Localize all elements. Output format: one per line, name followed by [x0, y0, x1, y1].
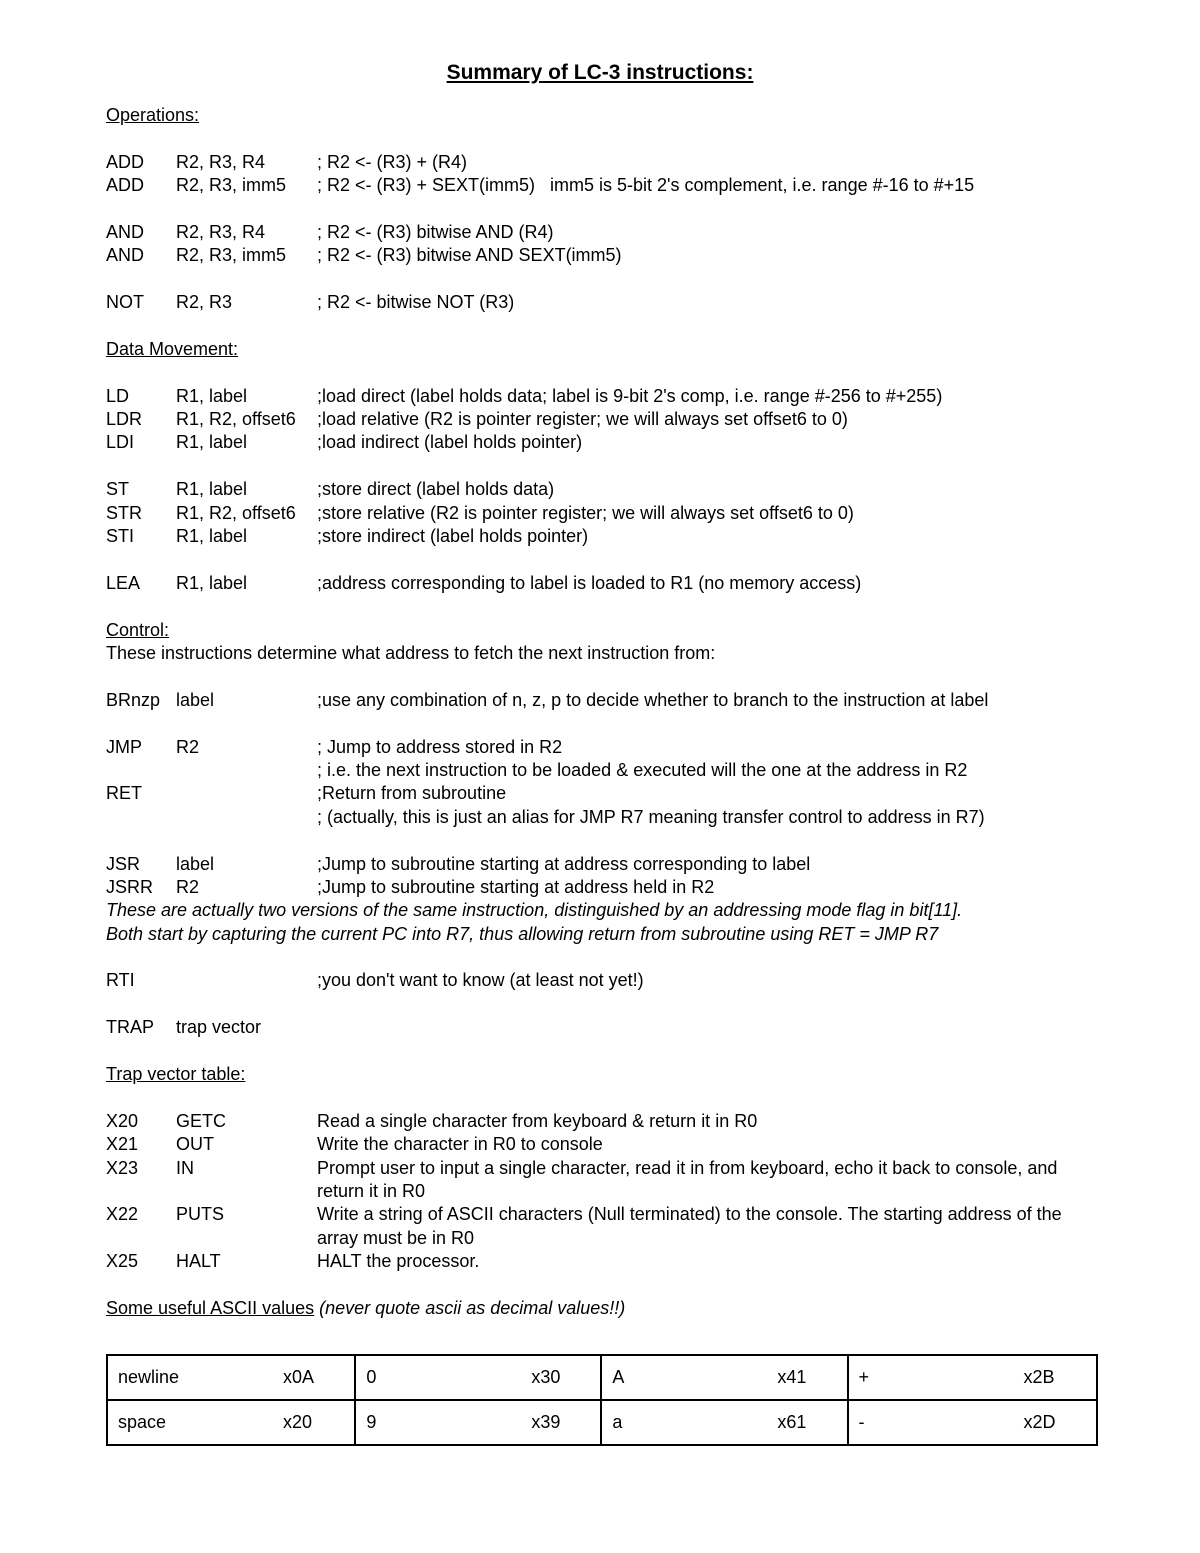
operands: R1, label — [176, 572, 248, 593]
section-heading-trap-table: Trap vector table: — [106, 1064, 246, 1085]
instruction-row — [106, 572, 1106, 595]
instruction-row — [106, 853, 1106, 876]
comment: ;you don't want to know (at least not yet!) — [317, 970, 644, 991]
section-heading-control: Control: — [106, 619, 170, 640]
operands: R1, label — [176, 432, 248, 453]
comment: ;store relative (R2 is pointer register; we will always set offset6 to 0) — [317, 502, 854, 523]
opcode: AND — [106, 245, 145, 266]
operands: R2, R3, R4 — [176, 221, 266, 242]
page-title: Summary of LC-3 instructions: — [446, 61, 754, 84]
instruction-row — [106, 478, 1106, 501]
ascii-char: 0 — [366, 1367, 377, 1387]
table-cell — [848, 1400, 1098, 1445]
opcode: JMP — [106, 736, 142, 757]
instruction-row — [106, 385, 1106, 408]
opcode: LD — [106, 385, 130, 406]
comment: ;Return from subroutine — [317, 783, 507, 804]
operands: R2 — [176, 736, 200, 757]
ascii-hex: x2B — [1023, 1367, 1055, 1387]
comment: ;use any combination of n, z, p to decide whether to branch to the instruction at label — [317, 689, 989, 710]
trap-description: Write a string of ASCII characters (Null terminated) to the console. The starting address of the array must be in R0 — [317, 1204, 1062, 1248]
instruction-row — [106, 876, 1106, 899]
comment: ;Jump to subroutine starting at address held in R2 — [317, 876, 715, 897]
operands: R2, R3 — [176, 292, 233, 313]
trap-vector: X20 — [106, 1110, 139, 1131]
section-heading-data-movement: Data Movement: — [106, 338, 239, 359]
ascii-hex: x30 — [531, 1367, 561, 1387]
opcode: TRAP — [106, 1017, 155, 1038]
opcode: ADD — [106, 151, 145, 172]
ascii-char: A — [612, 1367, 625, 1387]
opcode: NOT — [106, 292, 144, 313]
table-row — [107, 1355, 1097, 1400]
operands: R2, R3, imm5 — [176, 245, 287, 266]
operands: label — [176, 689, 215, 710]
opcode: STI — [106, 526, 135, 547]
comment: ; R2 <- (R3) bitwise AND (R4) — [317, 221, 554, 242]
opcode: RET — [106, 783, 142, 804]
ascii-hex: x20 — [283, 1412, 313, 1432]
ascii-note: (never quote ascii as decimal values!!) — [319, 1297, 626, 1318]
comment: ;Jump to subroutine starting at address corresponding to label — [317, 853, 811, 874]
comment: ; R2 <- (R3) bitwise AND SEXT(imm5) — [317, 245, 622, 266]
operands: R1, label — [176, 526, 248, 547]
trap-vector: X23 — [106, 1157, 139, 1178]
operands: R2, R3, imm5 — [176, 175, 287, 196]
ascii-char: 9 — [366, 1412, 377, 1432]
trap-row — [106, 1110, 1106, 1133]
comment: ; Jump to address stored in R2 — [317, 736, 563, 757]
table-cell — [601, 1355, 847, 1400]
operands: R2, R3, R4 — [176, 151, 266, 172]
trap-vector: X21 — [106, 1134, 139, 1155]
instruction-row — [106, 221, 1106, 244]
comment: ;load direct (label holds data; label is 9-bit 2's comp, i.e. range #-256 to #+255) — [317, 385, 943, 406]
instruction-row — [106, 736, 1106, 759]
trap-description: Write the character in R0 to console — [317, 1134, 603, 1155]
opcode: STR — [106, 502, 142, 523]
trap-name: PUTS — [176, 1204, 225, 1225]
instruction-row — [106, 244, 1106, 267]
opcode: ADD — [106, 175, 145, 196]
table-cell — [107, 1355, 355, 1400]
ascii-hex: x2D — [1023, 1412, 1056, 1432]
operands: R1, R2, offset6 — [176, 502, 296, 523]
operands: R1, label — [176, 479, 248, 500]
comment: ;load indirect (label holds pointer) — [317, 432, 583, 453]
operands: label — [176, 853, 215, 874]
operands: trap vector — [176, 1017, 262, 1038]
comment: ; R2 <- (R3) + SEXT(imm5) imm5 is 5-bit 2's complement, i.e. range #-16 to #+15 — [317, 175, 975, 196]
instruction-row — [106, 689, 1106, 712]
instruction-row — [106, 969, 1106, 992]
trap-description: HALT the processor. — [317, 1251, 480, 1272]
comment: ;load relative (R2 is pointer register; we will always set offset6 to 0) — [317, 409, 848, 430]
operands: R2 — [176, 876, 200, 897]
table-row — [107, 1400, 1097, 1445]
trap-row — [106, 1133, 1106, 1156]
trap-name: HALT — [176, 1251, 221, 1272]
instruction-row — [106, 408, 1106, 431]
document-page — [106, 56, 1106, 1320]
opcode: BRnzp — [106, 689, 161, 710]
ascii-char: a — [612, 1412, 623, 1432]
operands: R1, R2, offset6 — [176, 409, 296, 430]
instruction-row — [106, 525, 1106, 548]
opcode: AND — [106, 221, 145, 242]
table-cell — [601, 1400, 847, 1445]
table-cell — [848, 1355, 1098, 1400]
ascii-char: - — [858, 1412, 865, 1432]
ascii-hex: x41 — [777, 1367, 807, 1387]
jsr-note-1: These are actually two versions of the same instruction, distinguished by an addressing mode flag in bit[11]. — [106, 900, 963, 921]
comment: ;store indirect (label holds pointer) — [317, 526, 589, 547]
ascii-table — [106, 1354, 1098, 1446]
jsr-note-2: Both start by capturing the current PC into R7, thus allowing return from subroutine using RET = JMP R7 — [106, 923, 939, 944]
opcode: LDI — [106, 432, 135, 453]
trap-name: IN — [176, 1157, 194, 1178]
table-cell — [355, 1355, 601, 1400]
instruction-row — [106, 502, 1106, 525]
comment: ;address corresponding to label is loaded to R1 (no memory access) — [317, 572, 862, 593]
trap-row — [106, 1157, 1106, 1204]
ascii-char: + — [858, 1367, 870, 1387]
table-cell — [355, 1400, 601, 1445]
trap-row — [106, 1203, 1106, 1250]
ascii-hex: x61 — [777, 1412, 807, 1432]
instruction-row — [106, 431, 1106, 454]
trap-row — [106, 1250, 1106, 1273]
comment: ;store direct (label holds data) — [317, 479, 555, 500]
trap-description: Prompt user to input a single character, read it in from keyboard, echo it back to console, and return it in R0 — [317, 1157, 1058, 1201]
comment: ; R2 <- bitwise NOT (R3) — [317, 292, 515, 313]
opcode: JSR — [106, 853, 141, 874]
instruction-row — [106, 291, 1106, 314]
instruction-row — [106, 174, 1106, 197]
comment: ; i.e. the next instruction to be loaded & executed will the one at the address in R2 — [317, 759, 968, 780]
operands: R1, label — [176, 385, 248, 406]
ascii-char: space — [118, 1412, 167, 1432]
comment: ; R2 <- (R3) + (R4) — [317, 151, 468, 172]
trap-vector: X22 — [106, 1204, 139, 1225]
table-cell — [107, 1400, 355, 1445]
trap-name: OUT — [176, 1134, 214, 1155]
section-heading-ascii: Some useful ASCII values — [106, 1297, 315, 1318]
opcode: LEA — [106, 572, 141, 593]
ascii-hex: x39 — [531, 1412, 561, 1432]
comment: ; (actually, this is just an alias for JMP R7 meaning transfer control to address in R7) — [317, 806, 985, 827]
trap-name: GETC — [176, 1110, 227, 1131]
ascii-char: newline — [118, 1367, 180, 1387]
section-heading-operations: Operations: — [106, 105, 200, 125]
opcode: RTI — [106, 970, 135, 991]
trap-vector: X25 — [106, 1251, 139, 1272]
trap-description: Read a single character from keyboard & return it in R0 — [317, 1110, 758, 1131]
opcode: ST — [106, 479, 130, 500]
opcode: JSRR — [106, 876, 154, 897]
instruction-row — [106, 1016, 1106, 1039]
ascii-hex: x0A — [283, 1367, 315, 1387]
instruction-row — [106, 151, 1106, 174]
control-intro: These instructions determine what address to fetch the next instruction from: — [106, 642, 716, 663]
opcode: LDR — [106, 409, 143, 430]
instruction-row — [106, 782, 1106, 805]
